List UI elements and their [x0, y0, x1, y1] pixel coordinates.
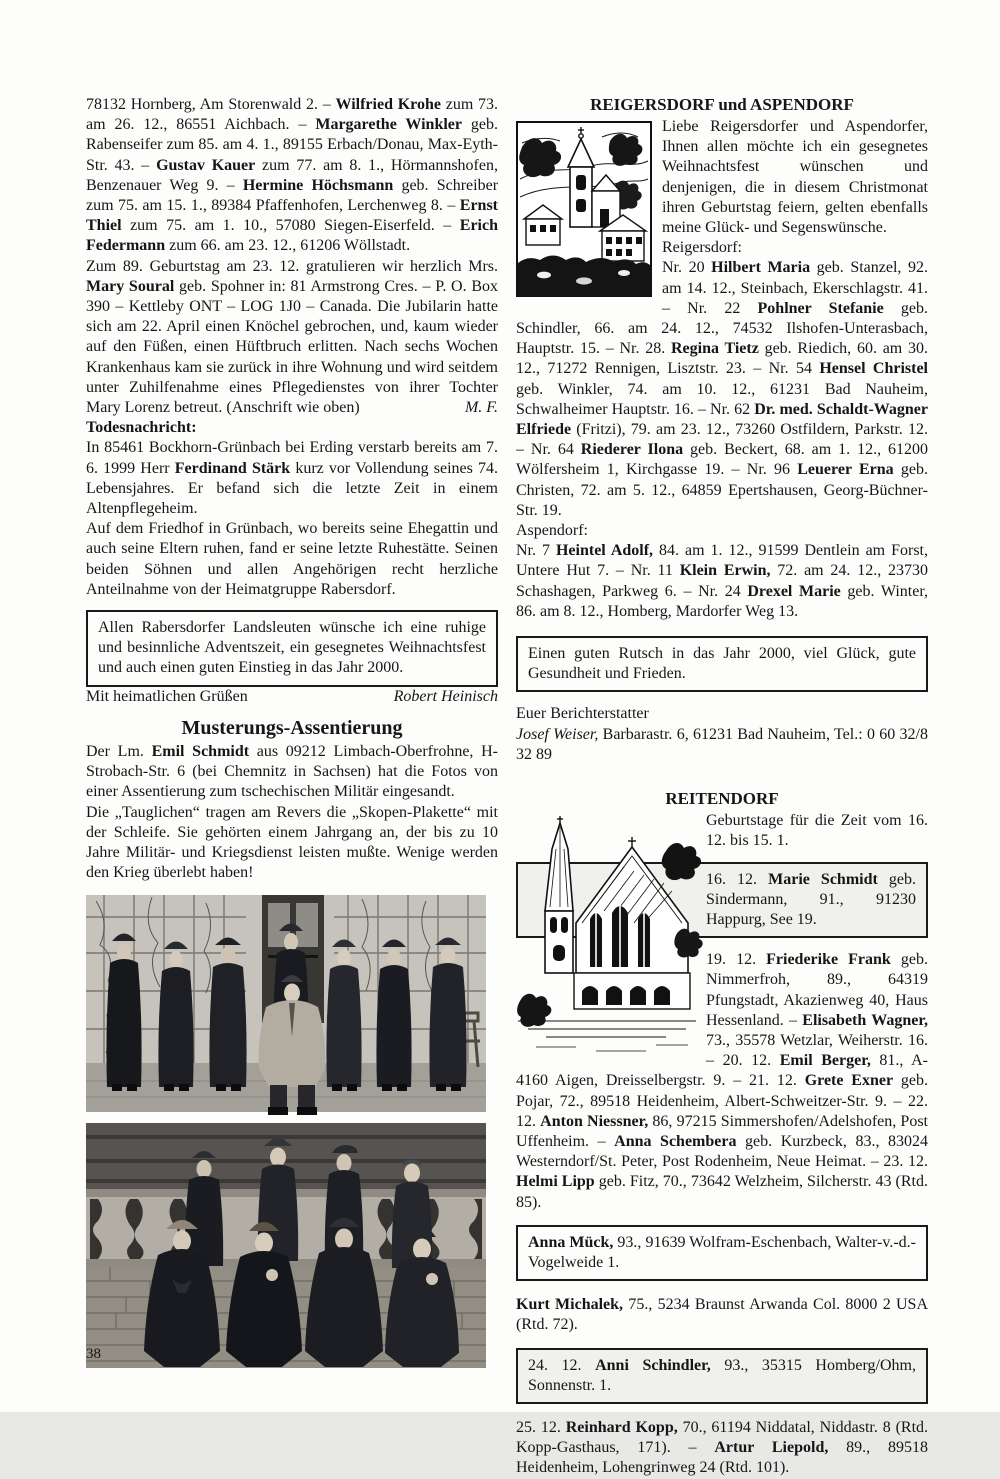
- advent-wishes-box: [86, 610, 498, 687]
- paragraph-birthday-list: 78132 Hornberg, Am Storenwald 2. – Wilfried Krohe zum 73. am 26. 12., 86551 Aichbach. – Margarethe Winkler geb. Rabenseifer zum 85. am 4. 1., 89155 Erbach/Donau, Max-Eyth-Str. 43. – Gustav Kauer zum 77. am 8. 1., Hörmannshofen, Benzenauer Weg 9. – Hermine Höchsmann geb. Schreiber zum 75. am 15. 1., 89384 Pfaffenhofen, Lerchenweg 8. – Ernst Thiel zum 75. am 1. 10., 57080 Siegen-Eiserfeld. – Erich Federmann zum 66. am 23. 12., 61206 Wöllstadt.: [86, 96, 499, 255]
- paragraph-musterung-1: Der Lm. Emil Schmidt aus 09212 Limbach-Oberfrohne, H-Strobach-Str. 6 (bei Chemnitz in Sachsen) hat die Fotos von einer Assentierung zum tschechischen Militär eingesandt.: [86, 742, 498, 801]
- reitendorf-section: [516, 811, 928, 1213]
- paragraph-obituary-1: In 85461 Bockhorn-Grünbach bei Erding verstarb bereits am 7. 6. 1999 Herr Ferdinand Stärk kurz vor Vollendung seines 74. Lebensjahres. Er befand sich die letzte Zeit in einem Altenpflegeheim.: [86, 439, 499, 518]
- photo-assentierung-standing-group: [86, 895, 486, 1112]
- paragraph-obituary-2: Auf dem Friedhof in Grünbach, wo bereits seine Ehegattin und auch seine Eltern ruhen, fand er seine letzte Ruhestätte. Seinen beiden Söhnen und allen Angehörigen recht herzliche Anteilnahme von der Heimatgruppe Rabersdorf.: [86, 520, 498, 598]
- heading-reigersdorf-aspendorf: REIGERSDORF und ASPENDORF: [590, 95, 854, 114]
- anni-schindler-box: [516, 1348, 928, 1404]
- group-photo-illustration-2: [86, 1123, 486, 1368]
- left-column: [86, 95, 498, 1368]
- greeting-text: Mit heimatlichen Grüßen: [86, 687, 248, 705]
- paragraph-reporter-address: Josef Weiser, Barbarastr. 6, 61231 Bad Nauheim, Tel.: 0 60 32/8 32 89: [516, 725, 928, 763]
- reitendorf-church-drawing: [516, 815, 698, 1067]
- anni-schindler-text: 24. 12. Anni Schindler, 93., 35315 Homberg/Ohm, Sonnenstr. 1.: [528, 1356, 916, 1394]
- paragraph-reinhard-kopp: 25. 12. Reinhard Kopp, 70., 61194 Niddatal, Niddastr. 8 (Rtd. Kopp-Gasthaus, 171). – Artur Liepold, 89., 89518 Heidenheim, Lohengrinweg 24 (Rtd. 101).: [516, 1418, 929, 1477]
- greeting-line: [86, 687, 498, 707]
- signature-robert-heinisch: Robert Heinisch: [393, 687, 498, 705]
- paragraph-reigersdorf-intro: Liebe Reigersdorfer und Aspendorfer, Ihnen allen möchte ich ein gesegnetes Weihnachtsfest wünschen und denjenigen, die in diesem Christmonat ihren Geburtstag feiern, gelten ebenfalls meine Glück- und Segenswünsche.: [662, 118, 928, 237]
- reigersdorf-section: [516, 117, 928, 622]
- label-aspendorf: Aspendorf:: [516, 522, 588, 540]
- new-year-wishes-box: [516, 636, 928, 692]
- anna-mueck-text: Anna Mück, 93., 91639 Wolfram-Eschenbach, Walter-v.-d.- Vogelweide 1.: [528, 1233, 916, 1271]
- marie-schmidt-text: 16. 12. Marie Schmidt geb. Sindermann, 91., 91230 Happurg, See 19.: [706, 870, 917, 928]
- group-photo-illustration-1: [86, 895, 486, 1112]
- gothic-church-drawing-illustration: [516, 815, 698, 1067]
- heading-todesnachricht: Todesnachricht:: [86, 419, 197, 437]
- label-reigersdorf: Reigersdorf:: [662, 239, 742, 257]
- paragraph-kurt-michalek: Kurt Michalek, 75., 5234 Braunst Arwanda Col. 8000 2 USA (Rtd. 72).: [516, 1296, 929, 1334]
- paragraph-musterung-2: Die „Tauglichen“ tragen am Revers die „Skopen-Plakette“ mit der Schleife. Sie gehörten einem Jahrgang an, der bis zu 10 Jahre Militär- und Kriegsdienst leisten mußte. Wenige werden den Krieg überlebt haben!: [86, 803, 498, 882]
- heading-musterungs-assentierung: Musterungs-Assentierung: [181, 716, 403, 739]
- paragraph-aspendorf-birthdays: Nr. 7 Heintel Adolf, 84. am 1. 12., 91599 Dentlein am Forst, Untere Hut 7. – Nr. 11 Klein Erwin, 72. am 24. 12., 23730 Schashagen, Parkweg 6. – Nr. 24 Drexel Marie geb. Winter, 86. am 8. 12., Homberg, Mardorfer Weg 13.: [516, 542, 929, 620]
- paragraph-geburtstage-range: Geburtstage für die Zeit vom 16. 12. bis 15. 1.: [706, 812, 928, 850]
- new-year-wishes-text: Einen guten Rutsch in das Jahr 2000, viel Glück, gute Gesundheit und Frieden.: [528, 645, 916, 683]
- paragraph-reigersdorf-birthdays: Nr. 20 Hilbert Maria geb. Stanzel, 92. am 14. 12., Steinbach, Ekerschlagstr. 41. – Nr. 22 Pohlner Stefanie geb. Schindler, 66. am 24. 12., 74532 Ilshofen-Unterasbach, Hauptstr. 15. – Nr. 28. Regina Tietz geb. Riedich, 60. am 30. 12., 71272 Rennigen, Lisztstr. 23. – Nr. 54 Hensel Christel geb. Winkler, 74. am 10. 12., 61231 Bad Nauheim, Schwalheimer Hauptstr. 16. – Nr. 62 Dr. med. Schaldt-Wagner Elfriede (Fritzi), 79. am 23. 12., 73260 Ostfildern, Parkstr. 12. – Nr. 64 Riederer Ilona geb. Beckert, 68. am 1. 12., 61200 Wölfersheim 1, Kirchgasse 19. – Nr. 96 Leuerer Erna geb. Christen, 72. am 5. 12., 64859 Epertshausen, Georg-Büchner-Str. 19.: [516, 259, 928, 519]
- photo-assentierung-seated-group: [86, 1123, 486, 1368]
- heading-reitendorf: REITENDORF: [665, 789, 779, 809]
- reporter-label: Euer Berichterstatter: [516, 705, 649, 723]
- paragraph-mary-soural: Zum 89. Geburtstag am 23. 12. gratulieren wir herzlich Mrs. Mary Soural geb. Spohner in: 81 Armstrong Cres. – P. O. Box 390 – Kettleby ONT – LOG 1J0 – Canada. Die Jubilarin hatte sich am 22. April einen Knöchel gebrochen, und, kaum wieder auf den Füßen, einen Hüftbruch erlitten. Nach sechs Wochen Krankenhaus kam sie zurück in ihre Wohnung und wird seitdem unter Zuhilfenahme eines Pflegedienstes von ihrer Tochter Mary Lorenz betreut. (Anschrift wie oben) M. F.: [86, 257, 498, 417]
- right-column: [516, 95, 928, 1479]
- advent-wishes-text: Allen Rabersdorfer Landsleuten wünsche ich eine ruhige und besinnliche Adventszeit, ein gesegnetes Weihnachtsfest und auch einen guten Einstieg in das Jahr 2000.: [98, 619, 486, 677]
- reigersdorf-village-drawing: [516, 121, 652, 297]
- village-church-drawing-illustration: [518, 123, 650, 295]
- anna-mueck-box: [516, 1225, 928, 1281]
- paragraph-december-birthdays: 19. 12. Friederike Frank geb. Nimmerfroh, 89., 64319 Pfungstadt, Akazienweg 40, Haus Hessenland. – Elisabeth Wagner, 73., 35578 Wetzlar, Weiherstr. 16. – 20. 12. Emil Berger, 81., A-4160 Aigen, Dreisselbergstr. 9. – 21. 12. Grete Exner geb. Pojar, 72., 89518 Heidenheim, Albert-Schweitzer-Str. 9. – 22. 12. Anton Niessner, 86, 97215 Simmershofen/Adelshofen, Post Uffenheim. – Anna Schembera geb. Kurzbeck, 83., 83024 Westerndorf/St. Peter, Post Rodenheim, Neue Heimat. – 23. 12. Helmi Lipp geb. Fitz, 70., 73642 Welzheim, Silcherstr. 43 (Rtd. 85).: [516, 951, 929, 1211]
- page-number: 38: [86, 1346, 101, 1362]
